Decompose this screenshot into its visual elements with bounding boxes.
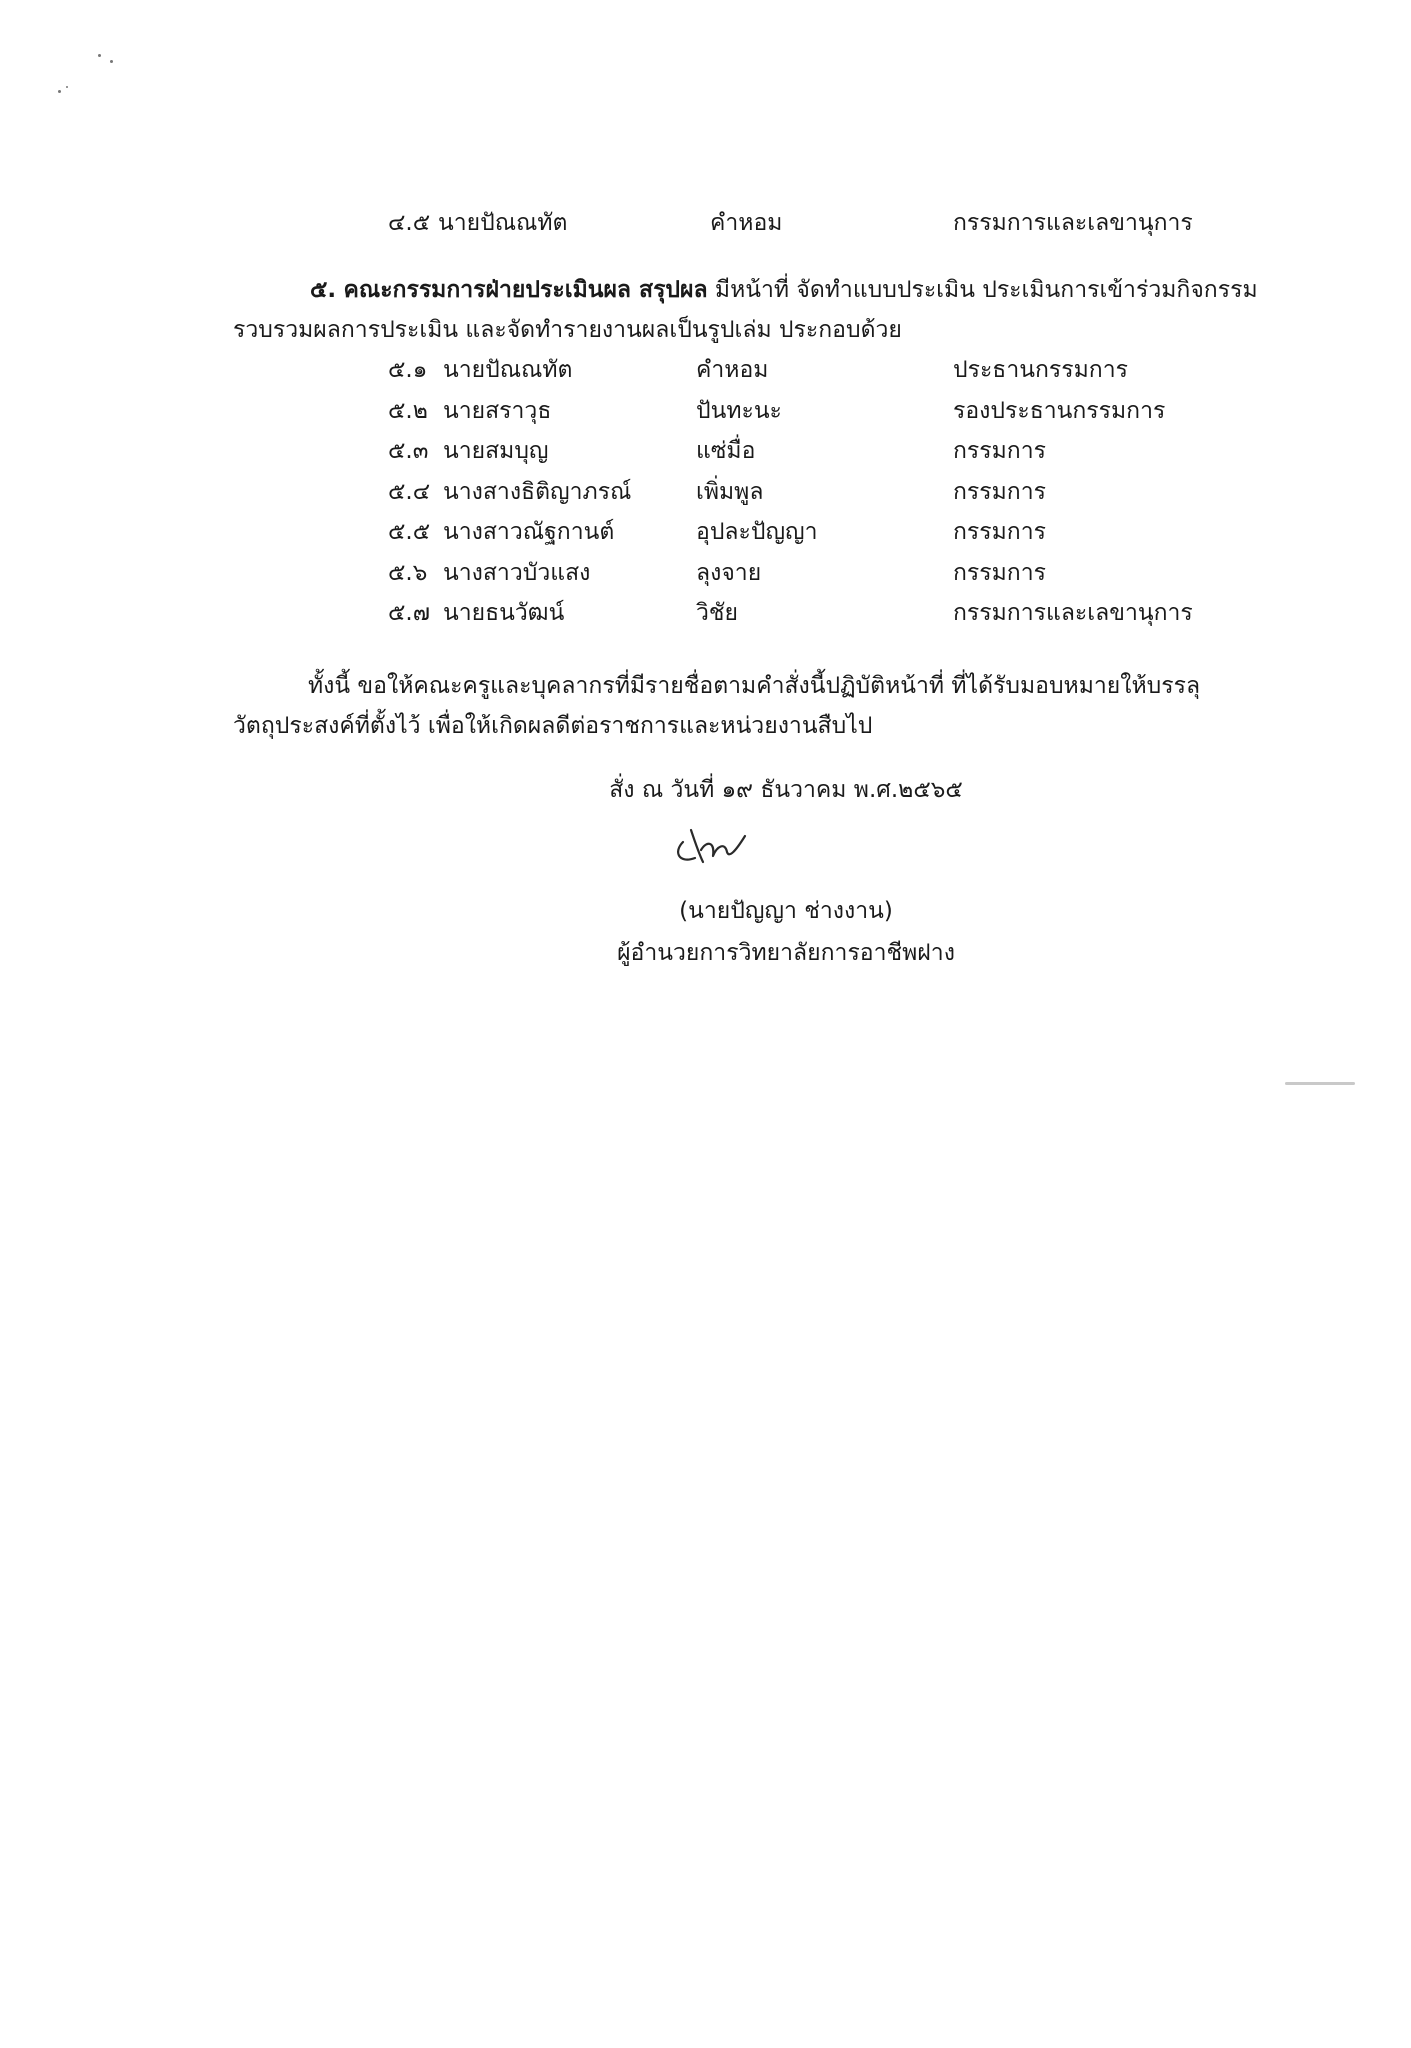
signatory-position: ผู้อำนวยการวิทยาลัยการอาชีพฝาง <box>617 940 955 966</box>
member-first-name: นายสราวุธ <box>443 397 552 424</box>
member-role: รองประธานกรรมการ <box>953 397 1166 424</box>
member-first-name: นายธนวัฒน์ <box>443 600 565 626</box>
member-role: กรรมการ <box>953 438 1046 464</box>
member-last-name: ลุงจาย <box>696 559 762 586</box>
member-row-4-5 <box>388 205 1288 241</box>
member-row <box>388 393 1288 429</box>
signature-image <box>665 812 785 872</box>
member-last-name: เพิ่มพูล <box>696 478 764 505</box>
member-row <box>388 514 1288 550</box>
member-number: ๕.๑ <box>388 357 428 383</box>
member-role: ประธานกรรมการ <box>953 357 1128 383</box>
member-role: กรรมการและเลขานุการ <box>953 600 1193 626</box>
member-number: ๕.๓ <box>388 438 429 464</box>
member-first-name: นางสาวบัวแสง <box>443 559 591 586</box>
section-5-line-2: รวบรวมผลการประเมิน และจัดทำรายงานผลเป็นรูปเล่ม ประกอบด้วย <box>233 317 902 343</box>
member-first-name: นายปัณณทัต <box>438 210 568 236</box>
member-last-name: คำหอม <box>710 210 783 236</box>
closing-line-2: วัตถุประสงค์ที่ตั้งไว้ เพื่อให้เกิดผลดีต่อราชการและหน่วยงานสืบไป <box>233 713 873 739</box>
closing-line-1: ทั้งนี้ ขอให้คณะครูและบุคลากรที่มีรายชื่อตามคำสั่งนี้ปฏิบัติหน้าที่ ที่ได้รับมอบหมายให้บรรลุ <box>308 673 1201 699</box>
section-5-heading <box>310 272 1258 308</box>
member-role: กรรมการ <box>953 478 1046 505</box>
member-first-name: นายสมบุญ <box>443 438 549 464</box>
member-first-name: นายปัณณทัต <box>443 357 573 383</box>
member-role: กรรมการ <box>953 559 1046 586</box>
scan-speck <box>98 54 101 57</box>
member-number: ๕.๗ <box>388 600 431 626</box>
section-5-title: คณะกรรมการฝ่ายประเมินผล สรุปผล <box>343 277 708 303</box>
member-row <box>388 555 1288 591</box>
member-first-name: นางสาวณัฐกานต์ <box>443 519 615 545</box>
member-role: กรรมการ <box>953 519 1046 545</box>
member-row <box>388 474 1288 510</box>
signatory-name: (นายปัญญา ช่างงาน) <box>679 898 893 924</box>
scan-mark <box>1285 1082 1355 1085</box>
member-number: ๕.๖ <box>388 559 428 586</box>
scan-speck <box>58 90 61 93</box>
member-role: กรรมการและเลขานุการ <box>953 210 1193 236</box>
member-last-name: คำหอม <box>696 357 769 383</box>
member-last-name: วิชัย <box>696 600 739 626</box>
member-number: ๕.๒ <box>388 397 428 424</box>
member-last-name: แซ่มื่อ <box>696 438 756 464</box>
member-number: ๕.๔ <box>388 478 431 505</box>
member-row <box>388 433 1288 469</box>
member-row <box>388 595 1288 631</box>
section-5-duty-text: มีหน้าที่ จัดทำแบบประเมิน ประเมินการเข้าร่วมกิจกรรม <box>707 277 1258 303</box>
member-row <box>388 352 1288 388</box>
member-last-name: อุปละปัญญา <box>696 519 818 545</box>
member-last-name: ปันทะนะ <box>696 397 782 424</box>
member-first-name: นางสางธิติญาภรณ์ <box>443 478 632 505</box>
member-number: ๔.๕ <box>388 210 431 236</box>
scan-speck <box>110 60 113 63</box>
scan-speck <box>66 86 68 88</box>
member-number: ๕.๕ <box>388 519 431 545</box>
section-5-number: ๕. <box>310 277 337 303</box>
order-date: สั่ง ณ วันที่ ๑๙ ธันวาคม พ.ศ.๒๕๖๕ <box>609 777 963 803</box>
